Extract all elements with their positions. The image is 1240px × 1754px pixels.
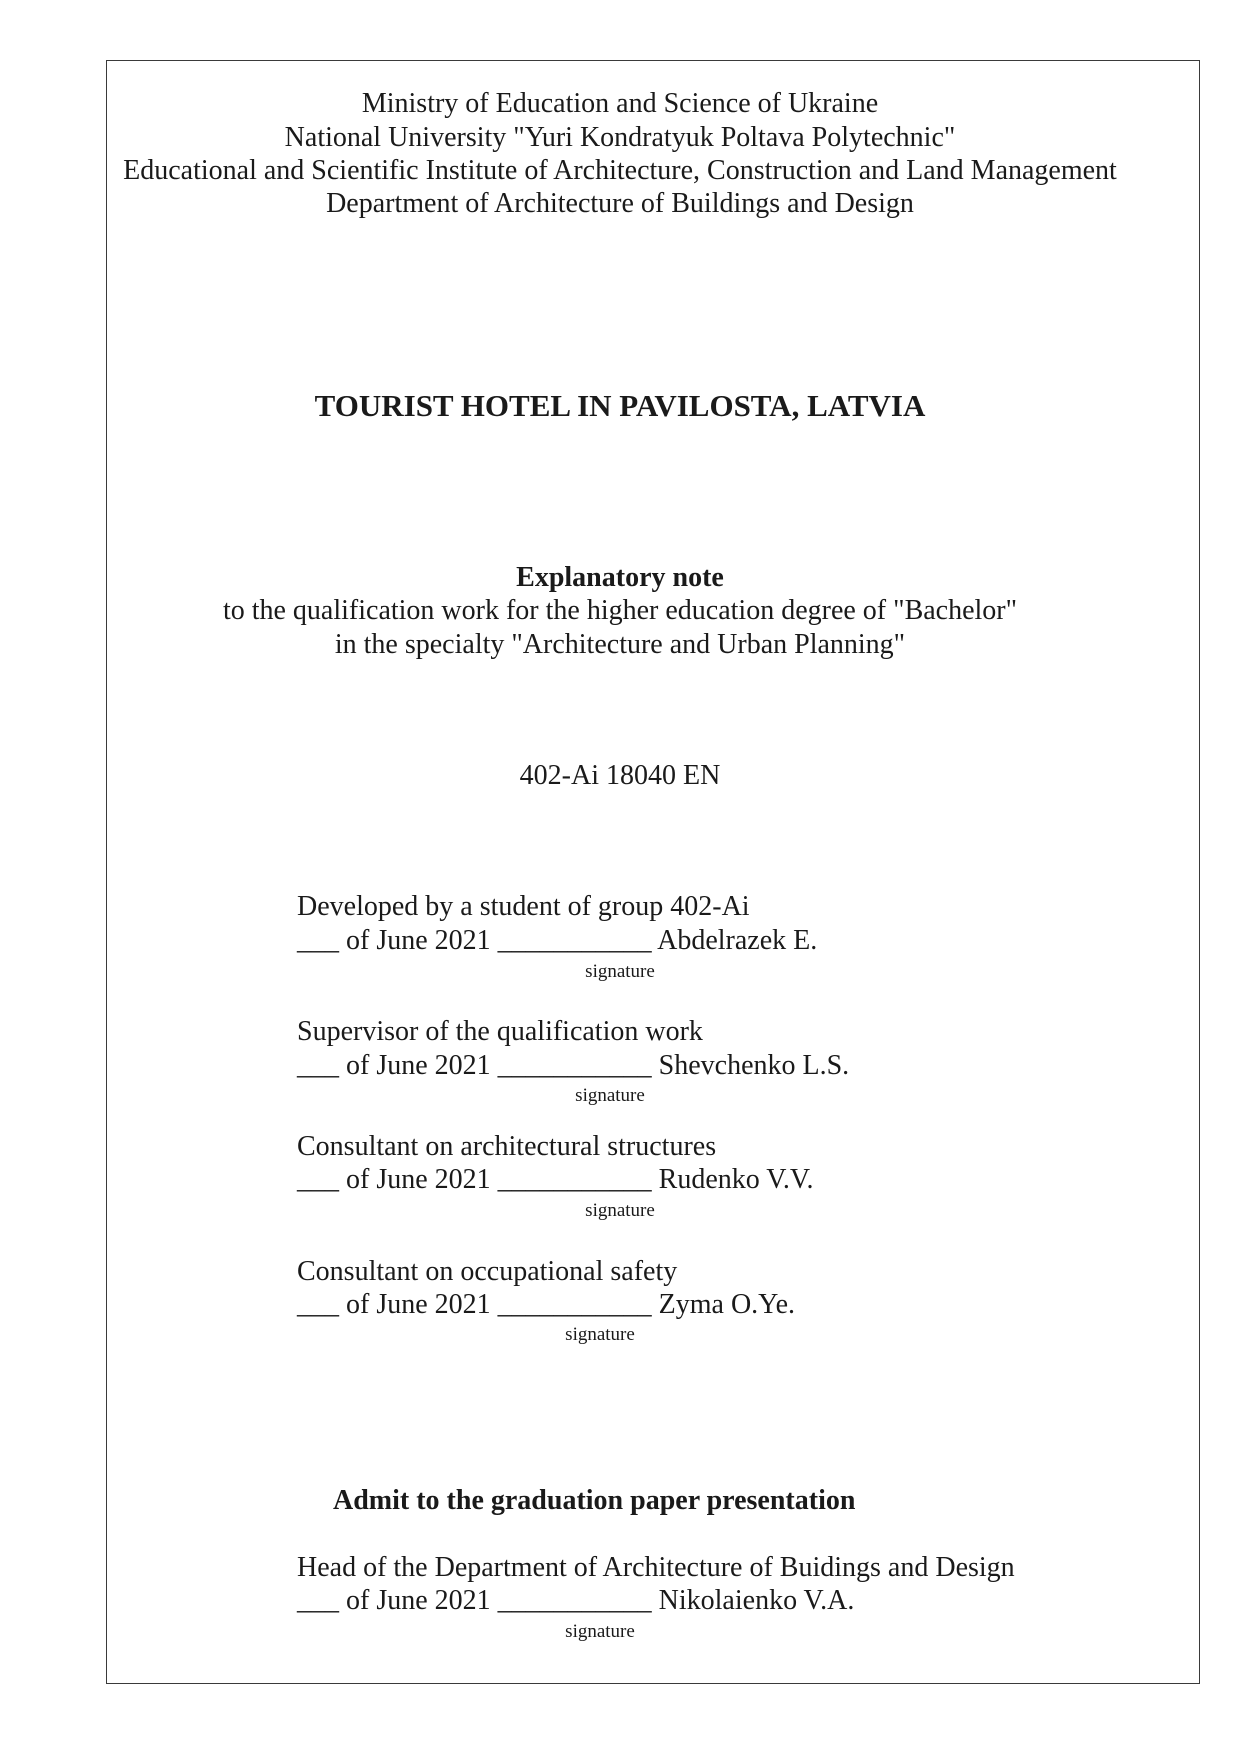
admit-heading: Admit to the graduation paper presentation xyxy=(333,1485,856,1516)
university-line: National University "Yuri Kondratyuk Poltava Polytechnic" xyxy=(284,122,956,153)
head-role: Head of the Department of Architecture of Buidings and Design xyxy=(297,1552,1015,1583)
page-border xyxy=(106,60,1200,1684)
signatory-date-line: ___ of June 2021 ___________ Shevchenko L.S. xyxy=(297,1050,850,1081)
signature-label: signature xyxy=(565,1324,635,1345)
note-line-1: to the qualification work for the higher education degree of "Bachelor" xyxy=(222,595,1018,626)
department-line: Department of Architecture of Buildings and Design xyxy=(326,188,914,219)
signatory-date-line: ___ of June 2021 ___________ Zyma O.Ye. xyxy=(297,1289,796,1320)
signature-label: signature xyxy=(565,1621,635,1642)
signature-label: signature xyxy=(575,1085,645,1106)
signatory-role: Consultant on occupational safety xyxy=(297,1256,678,1287)
institute-line: Educational and Scientific Institute of Architecture, Construction and Land Management xyxy=(123,155,1117,186)
head-date-line: ___ of June 2021 ___________ Nikolaienko V.A. xyxy=(297,1585,855,1616)
note-heading: Explanatory note xyxy=(516,562,724,593)
signatory-role: Developed by a student of group 402-Ai xyxy=(297,891,750,922)
document-code: 402-Ai 18040 EN xyxy=(519,760,721,791)
signature-label: signature xyxy=(585,1200,655,1221)
signatory-date-line: ___ of June 2021 ___________ Rudenko V.V. xyxy=(297,1164,814,1195)
signatory-role: Consultant on architectural structures xyxy=(297,1131,717,1162)
signatory-date-line: ___ of June 2021 ___________ Abdelrazek E. xyxy=(297,925,818,956)
note-line-2: in the specialty "Architecture and Urban Planning" xyxy=(334,629,906,660)
signature-label: signature xyxy=(585,961,655,982)
ministry-line: Ministry of Education and Science of Ukraine xyxy=(361,88,879,119)
signatory-role: Supervisor of the qualification work xyxy=(297,1016,703,1047)
document-title: TOURIST HOTEL IN PAVILOSTA, LATVIA xyxy=(314,388,926,423)
